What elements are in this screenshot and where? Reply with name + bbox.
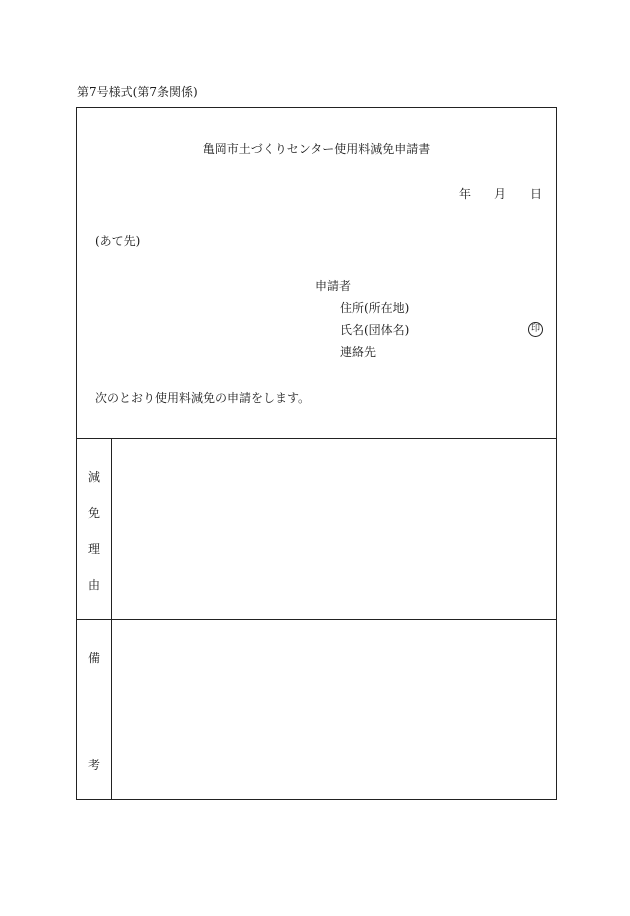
date-month-label: 月 (494, 187, 507, 201)
reason-label-char: 理 (87, 542, 100, 556)
section-divider-remarks (77, 619, 556, 620)
addressee-label: (あて先) (95, 234, 141, 248)
applicant-contact-label: 連絡先 (340, 345, 377, 359)
reason-label-char: 減 (87, 470, 100, 484)
application-form (76, 107, 557, 800)
request-statement: 次のとおり使用料減免の申請をします。 (95, 391, 311, 405)
section-divider-reason (77, 438, 556, 439)
date-day-label: 日 (530, 187, 543, 201)
reason-content-field[interactable] (121, 448, 541, 608)
reason-label-char: 由 (87, 578, 100, 592)
form-title: 亀岡市土づくりセンター使用料減免申請書 (202, 142, 431, 156)
reason-label-char: 免 (87, 506, 100, 520)
remarks-label-char: 考 (87, 758, 100, 772)
applicant-address-label: 住所(所在地) (340, 301, 410, 315)
form-number-label: 第7号様式(第7条関係) (77, 85, 198, 99)
date-year-label: 年 (459, 187, 472, 201)
remarks-content-field[interactable] (121, 629, 541, 789)
remarks-label-char: 備 (87, 651, 100, 665)
applicant-name-label: 氏名(団体名) (340, 323, 410, 337)
seal-icon: 印 (528, 322, 543, 337)
applicant-heading: 申請者 (315, 279, 352, 293)
